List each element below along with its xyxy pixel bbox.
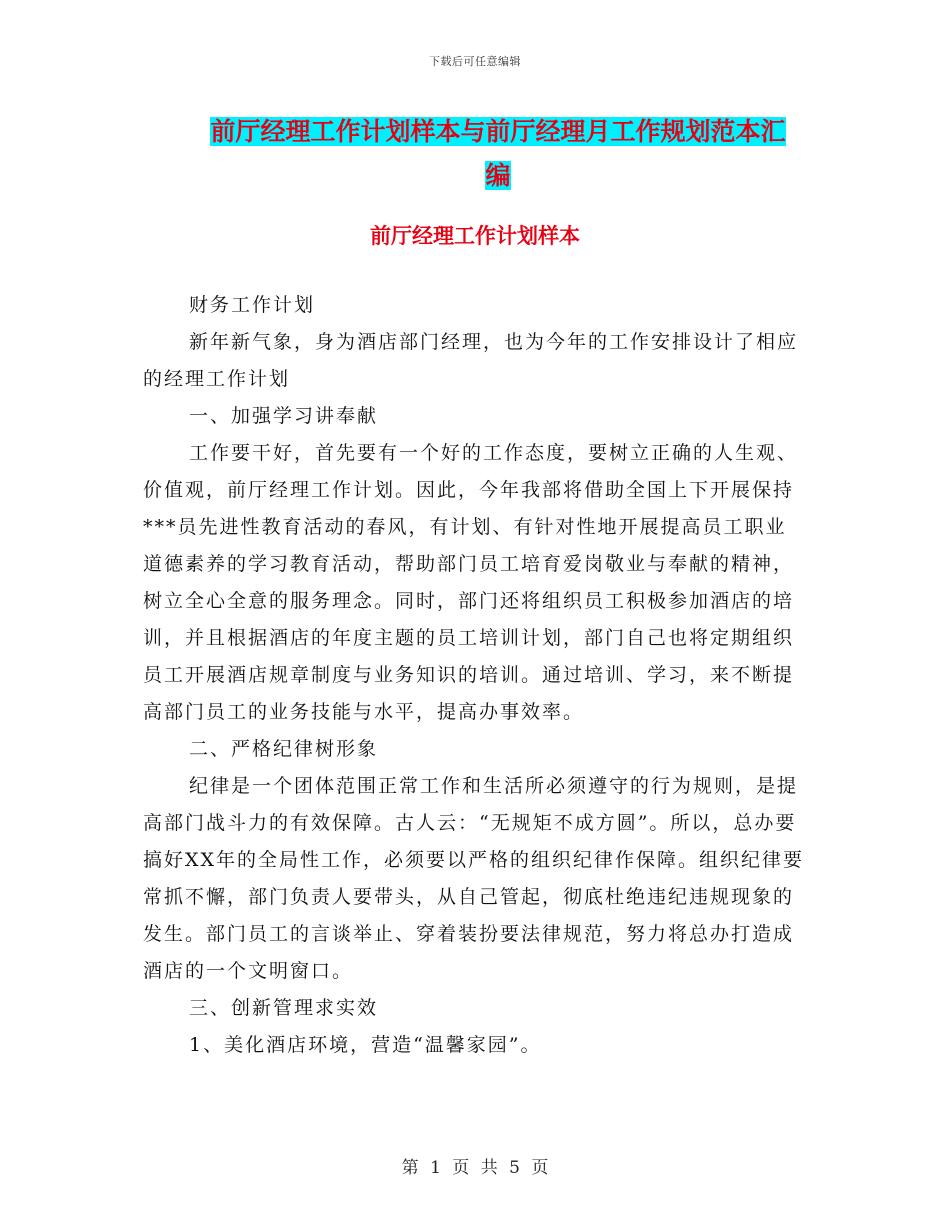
paragraph: 工作要干好，首先要有一个好的工作态度，要树立正确的人生观、价值观，前厅经理工作计划。因此，今年我部将借助全国上下开展保持***员先进性教育活动的春风，有计划、有针对性地开展提高员工职业道德素养的学习教育活动，帮助部门员工培育爱岗敬业与奉献的精神，树立全心全意的服务理念。同时，部门还将组织员工积极参加酒店的培训，并且根据酒店的年度主题的员工培训计划，部门自己也将定期组织员工开展酒店规章制度与业务知识的培训。通过培训、学习，来不断提高部门员工的业务技能与水平，提高办事效率。 (143, 442, 799, 723)
page-number: 第 1 页 共 5 页 (401, 1158, 549, 1178)
paragraph-heading: 三、创新管理求实效 (189, 997, 379, 1019)
paragraph: 新年新气象，身为酒店部门经理，也为今年的工作安排设计了相应的经理工作计划 (143, 331, 799, 390)
document-title (193, 110, 803, 198)
title-line-2: 编 (485, 161, 511, 190)
paragraph-heading: 二、严格纪律树形象 (189, 738, 379, 760)
paragraph-heading: 一、加强学习讲奉献 (189, 405, 379, 427)
paragraph: 1、美化酒店环境，营造“温馨家园”。 (189, 1034, 542, 1056)
document-body (143, 287, 806, 1064)
section-title: 前厅经理工作计划样本 (370, 224, 580, 248)
title-line-1: 前厅经理工作计划样本与前厅经理月工作规划范本汇 (210, 117, 786, 146)
paragraph: 纪律是一个团体范围正常工作和生活所必须遵守的行为规则，是提高部门战斗力的有效保障。古人云：“无规矩不成方圆”。所以，总办要搞好XX年的全局性工作，必须要以严格的组织纪律作保障。组织纪律要常抓不懈，部门负责人要带头，从自己管起，彻底杜绝违纪违规现象的发生。部门员工的言谈举止、穿着装扮要法律规范，努力将总办打造成酒店的一个文明窗口。 (143, 775, 805, 982)
paragraph-heading: 财务工作计划 (189, 294, 316, 316)
download-note: 下载后可任意编辑 (429, 55, 521, 68)
